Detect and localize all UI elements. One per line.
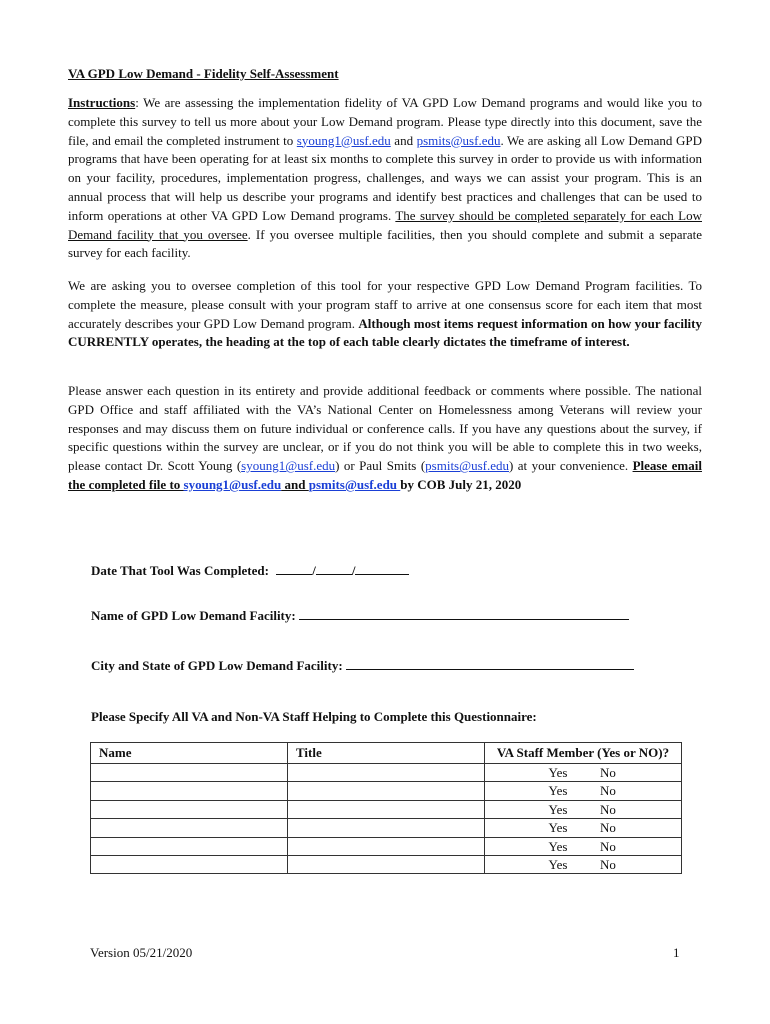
staff-table (90, 742, 682, 874)
yes-option[interactable]: Yes (548, 783, 568, 799)
name-cell[interactable] (91, 819, 288, 837)
city-state-input[interactable] (346, 657, 634, 670)
table-row (91, 764, 682, 782)
month-input[interactable] (276, 562, 312, 575)
title-cell[interactable] (288, 800, 485, 818)
va-staff-cell (485, 837, 682, 855)
text: . If you oversee multiple facilities, then you should complete and submit a separate survey for each facility. (68, 226, 702, 261)
table-row (91, 800, 682, 818)
va-staff-cell (485, 764, 682, 782)
email-link-psmits[interactable]: psmits@usf.edu (425, 458, 509, 474)
title-cell[interactable] (288, 837, 485, 855)
name-cell[interactable] (91, 800, 288, 818)
oversee-paragraph (68, 277, 702, 352)
text: : We are assessing the implementation fidelity of VA GPD Low Demand programs and would like you to complete this survey to tell us more about your Low Demand program. Please type directly into this document, save the file, and email the completed instrument to (68, 95, 702, 148)
table-row (91, 819, 682, 837)
day-input[interactable] (316, 562, 352, 575)
facility-field (91, 607, 629, 624)
no-option[interactable]: No (600, 801, 616, 817)
facility-label: Name of GPD Low Demand Facility: (91, 608, 296, 623)
name-cell[interactable] (91, 764, 288, 782)
yes-option[interactable]: Yes (548, 838, 568, 854)
year-input[interactable] (355, 562, 409, 575)
title-cell[interactable] (288, 819, 485, 837)
email-link-syoung[interactable]: syoung1@usf.edu (296, 132, 391, 148)
name-cell[interactable] (91, 855, 288, 873)
city-state-label: City and State of GPD Low Demand Facility: (91, 658, 343, 673)
yes-option[interactable]: Yes (548, 801, 568, 817)
no-option[interactable]: No (600, 765, 616, 780)
table-header-row (91, 743, 682, 764)
yes-option[interactable]: Yes (548, 765, 568, 780)
name-cell[interactable] (91, 837, 288, 855)
text: ) at your convenience. (509, 458, 633, 474)
staff-label: Please Specify All VA and Non-VA Staff Helping to Complete this Questionnaire: (91, 709, 537, 724)
email-link-psmits[interactable]: psmits@usf.edu (308, 476, 401, 492)
text: . We are asking all Low Demand GPD programs that have been operating for at least six months to complete this survey in order to provide us with information on your facility, procedures, implementation progress, challenges, and ways we can assist your program. This is an annual process that will help us describe your programs and identify best practices and challenges that can be used to inform operations at other VA GPD Low Demand programs. (68, 132, 702, 223)
instructions-paragraph (68, 94, 702, 263)
no-option[interactable]: No (600, 783, 616, 799)
version-label: Version 05/21/2020 (90, 945, 193, 960)
date-label: Date That Tool Was Completed: (91, 563, 269, 578)
va-staff-cell (485, 855, 682, 873)
email-link-syoung[interactable]: syoung1@usf.edu (241, 458, 336, 474)
contact-paragraph (68, 382, 702, 495)
document-title: VA GPD Low Demand - Fidelity Self-Assessment (68, 66, 339, 81)
email-link-syoung[interactable]: syoung1@usf.edu (183, 476, 282, 492)
city-state-field (91, 657, 634, 674)
header-name: Name (91, 743, 288, 764)
va-staff-cell (485, 819, 682, 837)
deadline-text: Please email the completed file to (68, 458, 702, 492)
title-cell[interactable] (288, 764, 485, 782)
yes-option[interactable]: Yes (548, 820, 568, 836)
va-staff-cell (485, 782, 682, 800)
no-option[interactable]: No (600, 856, 616, 872)
header-title: Title (288, 743, 485, 764)
text: and (281, 476, 309, 492)
text: and (390, 132, 417, 148)
yes-option[interactable]: Yes (548, 856, 568, 872)
text: Please answer each question in its entirety and provide additional feedback or comments where possible. The national GPD Office and staff affiliated with the VA’s National Center on Homelessness among Veterans will review your responses and may discuss them on future individual or conference calls. If you have any questions about the survey, if specific questions within the survey are unclear, or if you do not think you will be able to complete this in two weeks, please contact Dr. Scott Young ( (68, 383, 702, 474)
page-number: 1 (673, 945, 680, 960)
name-cell[interactable] (91, 782, 288, 800)
facility-input[interactable] (299, 607, 629, 620)
date-field: Date That Tool Was Completed: / / (91, 562, 409, 579)
email-link-psmits[interactable]: psmits@usf.edu (416, 132, 501, 148)
text: We are asking you to oversee completion of this tool for your respective GPD Low Demand Program facilities. To complete the measure, please consult with your program staff to arrive at one consensus score for each item that most accurately describes your GPD Low Demand program. (68, 278, 702, 331)
instructions-label: Instructions (68, 95, 136, 110)
table-row (91, 837, 682, 855)
no-option[interactable]: No (600, 820, 616, 836)
header-va-staff: VA Staff Member (Yes or NO)? (485, 743, 682, 764)
title-cell[interactable] (288, 855, 485, 873)
bold-note: Although most items request information on how your facility CURRENTLY operates, the heading at the top of each table clearly dictates the timeframe of interest. (68, 315, 702, 350)
title-cell[interactable] (288, 782, 485, 800)
table-row (91, 782, 682, 800)
text: ) or Paul Smits ( (335, 458, 426, 474)
underlined-note: The survey should be completed separately for each Low Demand facility that you oversee (68, 207, 702, 242)
deadline-date: by COB July 21, 2020 (400, 476, 522, 492)
va-staff-cell (485, 800, 682, 818)
no-option[interactable]: No (600, 838, 616, 854)
table-row (91, 855, 682, 873)
